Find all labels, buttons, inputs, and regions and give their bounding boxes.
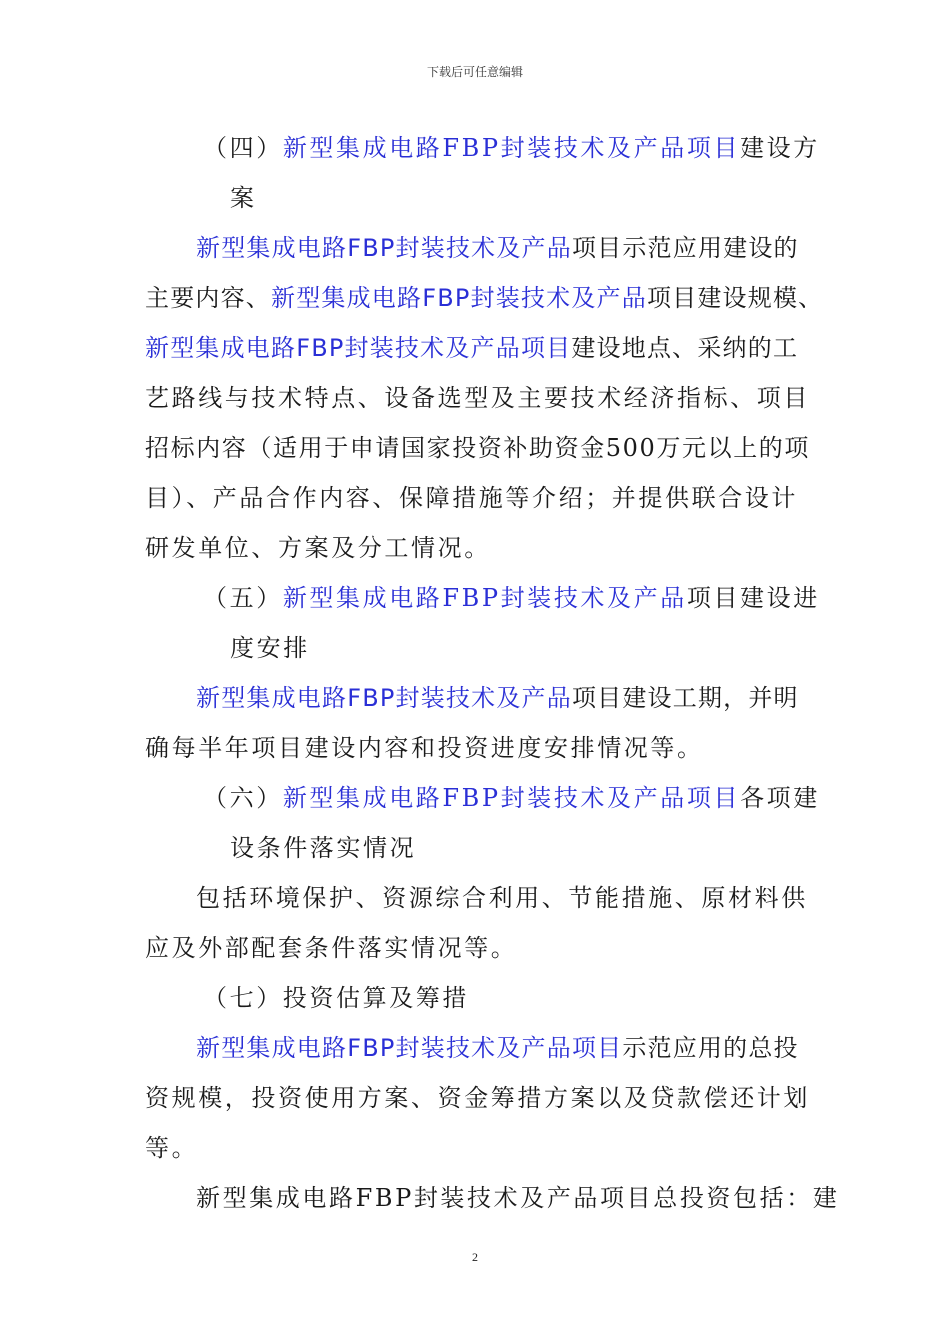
page-number: 2 xyxy=(472,1250,478,1264)
heading-section-5: （五）新型集成电路FBP封装技术及产品项目建设进 xyxy=(203,584,820,612)
paragraph-line: 研发单位、方案及分工情况。 xyxy=(145,534,491,562)
paragraph-line: 资规模，投资使用方案、资金筹措方案以及贷款偿还计划 xyxy=(145,1084,810,1112)
paragraph-line: 新型集成电路FBP封装技术及产品项目建设工期，并明 xyxy=(196,684,799,712)
heading-section-5-cont: 度安排 xyxy=(230,634,310,662)
heading-section-4: （四）新型集成电路FBP封装技术及产品项目建设方 xyxy=(203,134,820,162)
paragraph-line: 主要内容、新型集成电路FBP封装技术及产品项目建设规模、 xyxy=(145,284,824,312)
paragraph-line: 艺路线与技术特点、设备选型及主要技术经济指标、项目 xyxy=(145,384,810,412)
heading-section-6-cont: 设条件落实情况 xyxy=(230,834,417,862)
heading-section-6: （六）新型集成电路FBP封装技术及产品项目各项建 xyxy=(203,784,820,812)
page-header: 下载后可任意编辑 xyxy=(426,65,523,79)
paragraph-line: 确每半年项目建设内容和投资进度安排情况等。 xyxy=(145,734,704,762)
paragraph-line: 新型集成电路FBP封装技术及产品项目总投资包括：建 xyxy=(196,1184,840,1212)
paragraph-line: 招标内容（适用于申请国家投资补助资金500万元以上的项 xyxy=(145,434,811,462)
paragraph-line: 应及外部配套条件落实情况等。 xyxy=(145,934,518,962)
paragraph-line: 新型集成电路FBP封装技术及产品项目示范应用建设的 xyxy=(196,234,799,262)
paragraph-line: 等。 xyxy=(145,1134,199,1162)
paragraph-line: 包括环境保护、资源综合利用、节能措施、原材料供 xyxy=(196,884,808,912)
heading-section-4-cont: 案 xyxy=(230,184,257,212)
paragraph-line: 目）、产品合作内容、保障措施等介绍；并提供联合设计 xyxy=(145,484,798,512)
paragraph-line: 新型集成电路FBP封装技术及产品项目建设地点、采纳的工 xyxy=(145,334,799,362)
heading-section-7: （七）投资估算及筹措 xyxy=(203,984,469,1012)
paragraph-line: 新型集成电路FBP封装技术及产品项目示范应用的总投 xyxy=(196,1034,799,1062)
